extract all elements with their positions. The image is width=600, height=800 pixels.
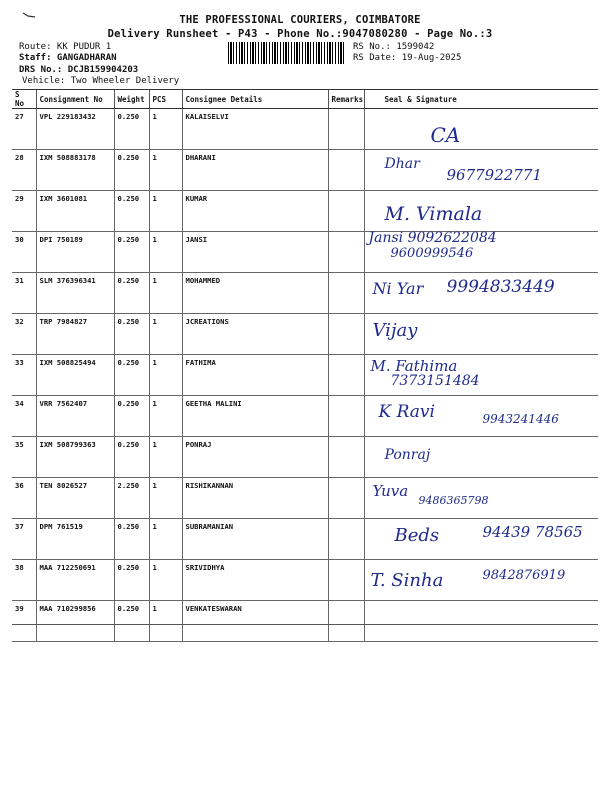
handwritten-signature: Vijay — [372, 320, 418, 341]
cell-consignee: VENKATESWARAN — [182, 601, 328, 642]
handwritten-phone: 9842876919 — [482, 568, 566, 583]
cell-signature — [364, 273, 598, 314]
cell-consignment: DPM 761519 — [36, 519, 114, 560]
cell-consignee: MOHAMMED — [182, 273, 328, 314]
cell-consignment: DPI 750189 — [36, 232, 114, 273]
col-weight: Weight — [114, 90, 149, 109]
cell-consignee: DHARANI — [182, 150, 328, 191]
cell-remarks — [328, 150, 364, 191]
table-row — [12, 519, 598, 560]
cell-pcs: 1 — [149, 232, 182, 273]
cell-remarks — [328, 191, 364, 232]
handwritten-signature: Yuva — [372, 482, 409, 500]
cell-signature — [364, 150, 598, 191]
col-sno: S No — [12, 90, 36, 109]
table-row — [12, 273, 598, 314]
cell-remarks — [328, 396, 364, 437]
cell-weight: 0.250 — [114, 519, 149, 560]
staff-label: Staff: GANGADHARAN — [19, 53, 117, 63]
cell-sno: 31 — [12, 273, 36, 314]
cell-weight: 0.250 — [114, 191, 149, 232]
table-row — [12, 437, 598, 478]
cell-consignee: JANSI — [182, 232, 328, 273]
cell-consignment: MAA 712250691 — [36, 560, 114, 601]
cell-consignment: IXM 508883178 — [36, 150, 114, 191]
handwritten-signature: Beds — [394, 525, 440, 546]
barcode-image — [228, 42, 346, 64]
col-consignment: Consignment No — [36, 90, 114, 109]
table-header-row — [12, 90, 598, 109]
cell-weight: 0.250 — [114, 314, 149, 355]
cell-signature — [364, 437, 598, 478]
handwritten-signature: T. Sinha — [370, 570, 444, 591]
cell-consignee: RISHIKANNAN — [182, 478, 328, 519]
cell-pcs: 1 — [149, 314, 182, 355]
cell-signature — [364, 314, 598, 355]
cell-weight: 0.250 — [114, 232, 149, 273]
company-title: THE PROFESSIONAL COURIERS, COIMBATORE — [179, 14, 421, 26]
col-signature: Seal & Signature — [364, 90, 598, 109]
vehicle-label: Vehicle: Two Wheeler Delivery — [22, 76, 180, 86]
cell-sno: 36 — [12, 478, 36, 519]
cell-consignment: MAA 710299856 — [36, 601, 114, 642]
col-consignee: Consignee Details — [182, 90, 328, 109]
handwritten-phone: 9600999546 — [390, 246, 474, 261]
cell-remarks — [328, 232, 364, 273]
handwritten-signature: Jansi 9092622084 — [368, 230, 497, 246]
table-row — [12, 150, 598, 191]
table-row — [12, 396, 598, 437]
cell-sno: 35 — [12, 437, 36, 478]
table-row — [12, 232, 598, 273]
cell-consignment: IXM 508799363 — [36, 437, 114, 478]
handwritten-phone: 94439 78565 — [482, 523, 583, 541]
cell-sno: 34 — [12, 396, 36, 437]
table-row — [12, 560, 598, 601]
cell-weight: 0.250 — [114, 273, 149, 314]
cell-consignee: FATHIMA — [182, 355, 328, 396]
table-row — [12, 314, 598, 355]
cell-pcs: 1 — [149, 396, 182, 437]
cell-remarks — [328, 478, 364, 519]
cell-consignment: SLM 376396341 — [36, 273, 114, 314]
cell-sno: 37 — [12, 519, 36, 560]
cell-pcs: 1 — [149, 560, 182, 601]
cell-weight: 0.250 — [114, 355, 149, 396]
cell-consignment: VRR 7562407 — [36, 396, 114, 437]
handwritten-signature: Ni Yar — [372, 279, 424, 298]
cell-pcs: 1 — [149, 109, 182, 150]
handwritten-signature: Ponraj — [384, 447, 431, 463]
table-row — [12, 109, 598, 150]
runsheet-table — [12, 89, 598, 642]
cell-pcs: 1 — [149, 273, 182, 314]
cell-signature — [364, 232, 598, 273]
route-label: Route: KK PUDUR 1 — [19, 42, 112, 52]
cell-remarks — [328, 437, 364, 478]
cell-pcs: 1 — [149, 150, 182, 191]
cell-sno: 39 — [12, 601, 36, 642]
cell-weight: 0.250 — [114, 150, 149, 191]
cell-pcs: 1 — [149, 519, 182, 560]
cell-sno: 30 — [12, 232, 36, 273]
cell-signature — [364, 355, 598, 396]
cell-remarks — [328, 314, 364, 355]
cell-weight: 0.250 — [114, 601, 149, 642]
cell-remarks — [328, 601, 364, 642]
cell-consignment: IXM 3601081 — [36, 191, 114, 232]
handwritten-phone: 9994833449 — [446, 277, 555, 297]
cell-remarks — [328, 273, 364, 314]
cell-consignment: VPL 229183432 — [36, 109, 114, 150]
cell-sno: 32 — [12, 314, 36, 355]
handwritten-signature: K Ravi — [378, 402, 435, 422]
runsheet-subtitle: Delivery Runsheet - P43 - Phone No.:9047080280 - Page No.:3 — [107, 28, 493, 40]
handwritten-phone: 9943241446 — [482, 412, 559, 426]
cell-remarks — [328, 355, 364, 396]
cell-signature — [364, 396, 598, 437]
rs-date: RS Date: 19-Aug-2025 — [353, 53, 462, 63]
cell-remarks — [328, 519, 364, 560]
cell-consignee: PONRAJ — [182, 437, 328, 478]
cell-sno: 28 — [12, 150, 36, 191]
cell-remarks — [328, 560, 364, 601]
handwritten-signature: M. Fathima — [370, 357, 458, 375]
cell-sno: 33 — [12, 355, 36, 396]
handwritten-signature: Dhar — [384, 156, 420, 172]
handwritten-signature: M. Vimala — [384, 203, 483, 225]
cell-signature — [364, 519, 598, 560]
cell-consignment: IXM 508825494 — [36, 355, 114, 396]
cell-consignee: KUMAR — [182, 191, 328, 232]
cell-consignment: TRP 7984827 — [36, 314, 114, 355]
handwritten-phone: 9677922771 — [446, 166, 542, 184]
table-row — [12, 191, 598, 232]
table-row — [12, 601, 598, 642]
handwritten-signature: CA — [430, 123, 461, 147]
page-bottom-rule — [12, 624, 598, 625]
cell-signature — [364, 191, 598, 232]
col-remarks: Remarks — [328, 90, 364, 109]
cell-pcs: 1 — [149, 437, 182, 478]
cell-weight: 0.250 — [114, 109, 149, 150]
rs-number: RS No.: 1599042 — [353, 42, 435, 52]
cell-signature — [364, 601, 598, 642]
table-row — [12, 355, 598, 396]
cell-pcs: 1 — [149, 601, 182, 642]
cell-pcs: 1 — [149, 478, 182, 519]
cell-consignee: JCREATIONS — [182, 314, 328, 355]
cell-pcs: 1 — [149, 191, 182, 232]
cell-consignee: GEETHA MALINI — [182, 396, 328, 437]
cell-sno: 38 — [12, 560, 36, 601]
cell-weight: 0.250 — [114, 437, 149, 478]
cell-signature — [364, 560, 598, 601]
cell-weight: 0.250 — [114, 396, 149, 437]
cell-consignment: TEN 8026527 — [36, 478, 114, 519]
handwritten-phone: 9486365798 — [418, 494, 489, 507]
cell-consignee: SRIVIDHYA — [182, 560, 328, 601]
cell-weight: 0.250 — [114, 560, 149, 601]
col-pcs: PCS — [149, 90, 182, 109]
cell-signature — [364, 478, 598, 519]
table-row — [12, 478, 598, 519]
cell-consignee: SUBRAMANIAN — [182, 519, 328, 560]
drs-number: DRS No.: DCJB159904203 — [19, 65, 139, 75]
cell-sno: 27 — [12, 109, 36, 150]
cell-remarks — [328, 109, 364, 150]
cell-pcs: 1 — [149, 355, 182, 396]
cell-weight: 2.250 — [114, 478, 149, 519]
cell-consignee: KALAISELVI — [182, 109, 328, 150]
handwritten-phone: 7373151484 — [390, 373, 480, 389]
cell-signature — [364, 109, 598, 150]
cell-sno: 29 — [12, 191, 36, 232]
